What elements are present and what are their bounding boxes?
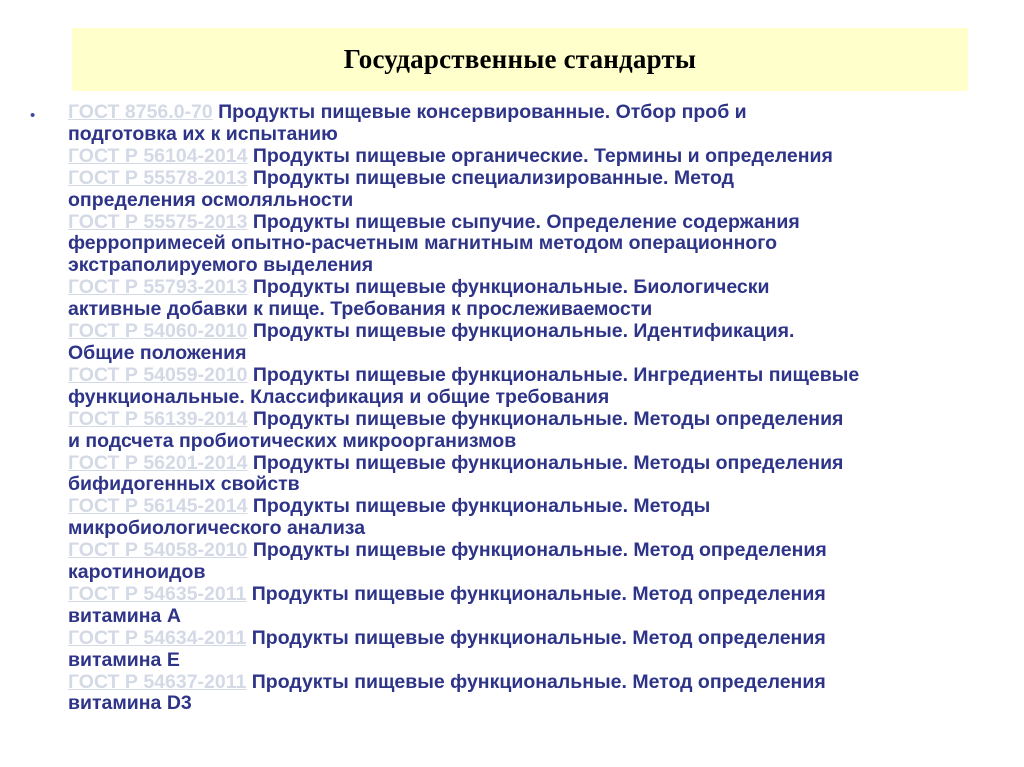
standard-line — [68, 584, 1003, 606]
standard-entry — [68, 212, 1003, 278]
standard-entry — [68, 102, 1003, 146]
standard-line — [68, 277, 1003, 299]
standard-entry — [68, 453, 1003, 497]
standard-code-link[interactable]: ГОСТ Р 56201-2014 — [68, 451, 248, 474]
standard-line — [68, 146, 1003, 168]
standard-description: экстраполируемого выделения — [68, 254, 374, 277]
standard-description: активные добавки к пище. Требования к прослеживаемости — [68, 298, 653, 321]
standard-line — [68, 255, 1003, 277]
standard-description: витамина А — [68, 604, 181, 627]
standard-description: микробиологического анализа — [68, 517, 366, 540]
standard-description: Продукты пищевые функциональные. Метод определения — [251, 626, 826, 649]
standard-code-link[interactable]: ГОСТ Р 55793-2013 — [68, 276, 248, 299]
standard-line — [68, 540, 1003, 562]
standard-description: и подсчета пробиотических микроорганизмов — [68, 429, 517, 452]
standard-line — [68, 124, 1003, 146]
standard-description: Продукты пищевые функциональные. Метод определения — [252, 539, 827, 562]
standard-line — [68, 496, 1003, 518]
standard-code-link[interactable]: ГОСТ Р 56139-2014 — [68, 407, 248, 430]
standards-list — [68, 102, 1003, 715]
standard-line — [68, 168, 1003, 190]
standard-code-link[interactable]: ГОСТ Р 56104-2014 — [68, 144, 248, 167]
standard-code-link[interactable]: ГОСТ Р 54058-2010 — [68, 539, 248, 562]
bullet-marker: • — [30, 107, 36, 124]
standard-line — [68, 672, 1003, 694]
standard-description: каротиноидов — [68, 561, 206, 584]
title-banner — [72, 28, 968, 91]
standard-entry — [68, 496, 1003, 540]
standard-code-link[interactable]: ГОСТ Р 54637-2011 — [68, 670, 247, 693]
standard-code-link[interactable]: ГОСТ Р 54059-2010 — [68, 363, 248, 386]
standard-line — [68, 606, 1003, 628]
standard-line — [68, 518, 1003, 540]
standard-code-link[interactable]: ГОСТ 8756.0-70 — [68, 101, 213, 123]
standard-line — [68, 365, 1003, 387]
standard-description: Продукты пищевые функциональные. Идентификация. — [252, 320, 795, 343]
standard-line — [68, 190, 1003, 212]
standard-line — [68, 299, 1003, 321]
slide-title: Государственные стандарты — [343, 44, 697, 74]
standard-description: Продукты пищевые функциональные. Методы определения — [252, 451, 844, 474]
standard-description: Продукты пищевые функциональные. Методы определения — [252, 407, 844, 430]
standard-description: Продукты пищевые специализированные. Метод — [252, 166, 735, 189]
standard-description: Продукты пищевые функциональные. Метод определения — [251, 582, 826, 605]
standard-description: определения осмоляльности — [68, 188, 354, 211]
standard-code-link[interactable]: ГОСТ Р 56145-2014 — [68, 495, 248, 518]
standard-line — [68, 409, 1003, 431]
standard-entry — [68, 584, 1003, 628]
standard-description: Продукты пищевые функциональные. Ингредиенты пищевые — [252, 363, 860, 386]
standard-line — [68, 628, 1003, 650]
standard-line — [68, 321, 1003, 343]
standard-line — [68, 474, 1003, 496]
standard-description: бифидогенных свойств — [68, 473, 300, 496]
standard-line — [68, 650, 1003, 672]
standard-line — [68, 343, 1003, 365]
standard-code-link[interactable]: ГОСТ Р 55575-2013 — [68, 210, 248, 233]
standard-description: ферропримесей опытно-расчетным магнитным методом операционного — [68, 232, 778, 255]
standard-entry — [68, 277, 1003, 321]
standard-description: функциональные. Классификация и общие требования — [68, 385, 610, 408]
standard-line — [68, 693, 1003, 715]
standard-description: витамина Е — [68, 648, 180, 671]
standard-description: Продукты пищевые консервированные. Отбор проб и — [218, 101, 747, 123]
standard-entry — [68, 168, 1003, 212]
standard-description: Продукты пищевые функциональные. Методы — [252, 495, 711, 518]
standard-code-link[interactable]: ГОСТ Р 55578-2013 — [68, 166, 248, 189]
standard-line — [68, 233, 1003, 255]
standard-description: Общие положения — [68, 341, 247, 364]
standard-code-link[interactable]: ГОСТ Р 54060-2010 — [68, 320, 248, 343]
standard-code-link[interactable]: ГОСТ Р 54634-2011 — [68, 626, 247, 649]
standard-line — [68, 431, 1003, 453]
standard-entry — [68, 365, 1003, 409]
standard-line — [68, 212, 1003, 234]
standard-line — [68, 387, 1003, 409]
standard-entry — [68, 146, 1003, 168]
standard-entry — [68, 672, 1003, 716]
standard-entry — [68, 628, 1003, 672]
standard-description: Продукты пищевые функциональные. Биологически — [252, 276, 770, 299]
standard-line — [68, 562, 1003, 584]
standard-description: подготовка их к испытанию — [68, 122, 338, 145]
standard-description: витамина D3 — [68, 692, 192, 715]
standard-line — [68, 102, 1003, 124]
standard-line — [68, 453, 1003, 475]
standard-entry — [68, 321, 1003, 365]
standard-code-link[interactable]: ГОСТ Р 54635-2011 — [68, 582, 247, 605]
standard-description: Продукты пищевые сыпучие. Определение содержания — [252, 210, 800, 233]
standard-entry — [68, 540, 1003, 584]
standard-description: Продукты пищевые органические. Термины и определения — [252, 144, 833, 167]
standard-entry — [68, 409, 1003, 453]
standard-description: Продукты пищевые функциональные. Метод определения — [251, 670, 826, 693]
